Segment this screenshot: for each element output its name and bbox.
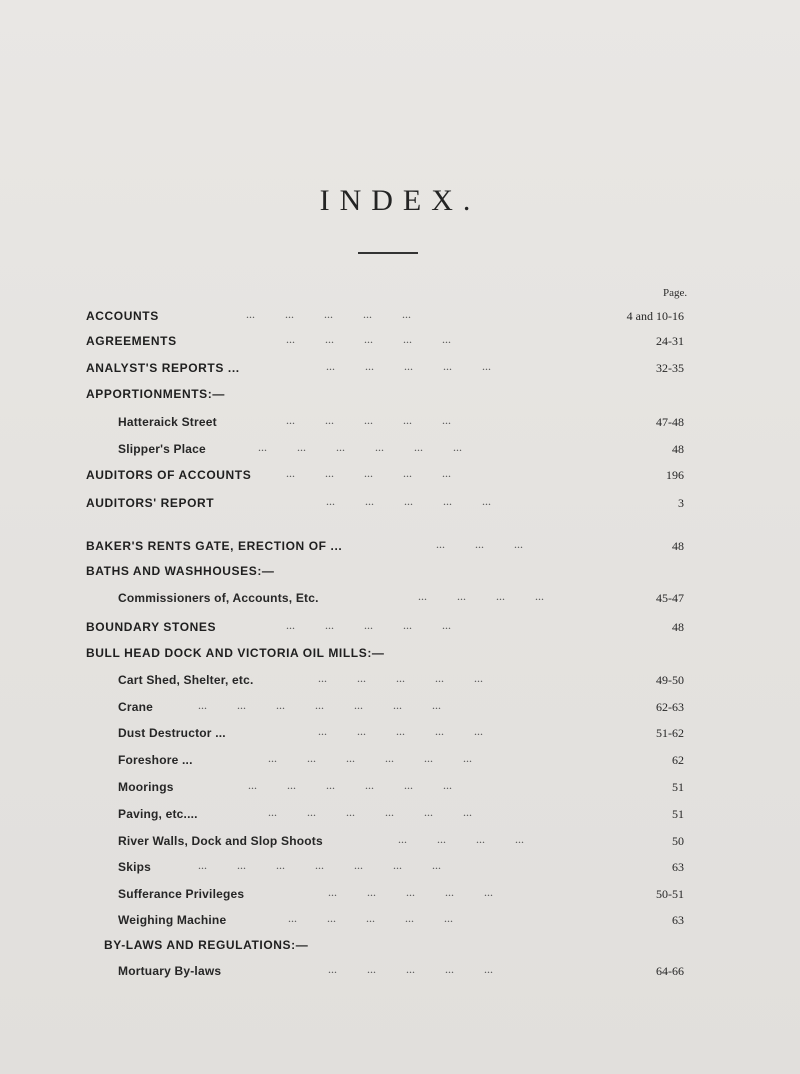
entry-page: 63 (672, 860, 684, 874)
entry-label: Mortuary By-laws (118, 964, 222, 978)
entry-label: BAKER'S RENTS GATE, ERECTION OF ... (86, 539, 343, 553)
entry-page: 63 (672, 913, 684, 927)
dot-leader: ... ... ... ... ... (286, 466, 451, 480)
index-entry-agreements (86, 331, 684, 351)
entry-page: 62 (672, 753, 684, 767)
entry-label: ACCOUNTS (86, 309, 159, 323)
entry-label: Commissioners of, Accounts, Etc. (118, 591, 319, 605)
entry-label: Crane (118, 700, 154, 714)
index-entry-mortuary-by-laws (118, 961, 684, 981)
index-entry-commissioners (118, 588, 684, 608)
entry-page: 48 (672, 442, 684, 456)
index-entry-sufferance-privileges (118, 884, 684, 904)
dot-leader: ... ... ... ... ... (286, 332, 451, 346)
index-entry-slippers-place (118, 439, 684, 459)
entry-label: Paving, etc.... (118, 807, 198, 821)
index-entry-by-laws (104, 935, 684, 955)
dot-leader: ... ... ... (436, 537, 523, 551)
entry-page: 3 (678, 496, 684, 510)
entry-page: 49-50 (656, 673, 684, 687)
entry-page: 24-31 (656, 334, 684, 348)
index-entry-dust-destructor (118, 723, 684, 743)
dot-leader: ... ... ... ... ... (246, 307, 411, 321)
entry-label: AGREEMENTS (86, 334, 177, 348)
dot-leader: ... ... ... ... ... ... (248, 778, 452, 792)
entry-label: Moorings (118, 780, 174, 794)
entry-label: Weighing Machine (118, 913, 227, 927)
index-entry-bull-head-dock (86, 643, 684, 663)
dot-leader: ... ... ... ... ... ... ... (198, 698, 441, 712)
entry-page: 47-48 (656, 415, 684, 429)
entry-label: AUDITORS OF ACCOUNTS (86, 468, 252, 482)
entry-label: BULL HEAD DOCK AND VICTORIA OIL MILLS:— (86, 646, 385, 660)
entry-page: 50-51 (656, 887, 684, 901)
index-entry-foreshore (118, 750, 684, 770)
entry-label: Cart Shed, Shelter, etc. (118, 673, 254, 687)
entry-page: 48 (672, 539, 684, 553)
entry-label: BOUNDARY STONES (86, 620, 217, 634)
page-title: INDEX. (319, 184, 481, 217)
dot-leader: ... ... ... ... ... ... (268, 751, 472, 765)
dot-leader: ... ... ... ... ... (286, 413, 451, 427)
dot-leader: ... ... ... ... ... (318, 724, 483, 738)
title-rule (358, 252, 418, 254)
dot-leader: ... ... ... ... ... (288, 911, 453, 925)
index-entry-auditors-of-accounts (86, 465, 684, 485)
dot-leader: ... ... ... ... ... ... ... (198, 858, 441, 872)
index-entry-cart-shed (118, 670, 684, 690)
entry-page: 32-35 (656, 361, 684, 375)
dot-leader: ... ... ... ... (418, 589, 544, 603)
entry-label: Foreshore ... (118, 753, 193, 767)
index-entry-baths-and-washhouses (86, 561, 684, 581)
entry-label: AUDITORS' REPORT (86, 496, 215, 510)
dot-leader: ... ... ... ... ... (326, 359, 491, 373)
index-entry-river-walls (118, 831, 684, 851)
dot-leader: ... ... ... ... ... ... (258, 440, 462, 454)
index-entry-weighing-machine (118, 910, 684, 930)
dot-leader: ... ... ... ... ... (326, 494, 491, 508)
entry-page: 48 (672, 620, 684, 634)
entry-label: River Walls, Dock and Slop Shoots (118, 834, 323, 848)
entry-label: Hatteraick Street (118, 415, 217, 429)
dot-leader: ... ... ... ... ... (318, 671, 483, 685)
dot-leader: ... ... ... ... ... (328, 962, 493, 976)
index-entry-accounts (86, 306, 684, 326)
entry-label: Slipper's Place (118, 442, 206, 456)
dot-leader: ... ... ... ... (398, 832, 524, 846)
entry-page: 62-63 (656, 700, 684, 714)
index-entry-hatteraick-street (118, 412, 684, 432)
page-column-label: Page. (663, 287, 688, 299)
entry-label: Dust Destructor ... (118, 726, 226, 740)
index-entry-crane (118, 697, 684, 717)
index-entry-moorings (118, 777, 684, 797)
entry-label: ANALYST'S REPORTS ... (86, 361, 240, 375)
entry-label: APPORTIONMENTS:— (86, 387, 225, 401)
entry-page: 50 (672, 834, 684, 848)
entry-label: Sufferance Privileges (118, 887, 245, 901)
entry-label: BY-LAWS AND REGULATIONS:— (104, 938, 309, 952)
dot-leader: ... ... ... ... ... (286, 618, 451, 632)
index-entry-skips (118, 857, 684, 877)
index-entry-auditors-report (86, 493, 684, 513)
index-entry-analysts-reports (86, 358, 684, 378)
entry-page: 196 (666, 468, 684, 482)
entry-page: 64-66 (656, 964, 684, 978)
entry-page: 4 and 10-16 (626, 309, 684, 323)
index-entry-boundary-stones (86, 617, 684, 637)
index-entry-bakers-rents-gate (86, 536, 684, 556)
entry-page: 51 (672, 807, 684, 821)
entry-page: 51 (672, 780, 684, 794)
dot-leader: ... ... ... ... ... (328, 885, 493, 899)
entry-label: BATHS AND WASHHOUSES:— (86, 564, 275, 578)
entry-page: 45-47 (656, 591, 684, 605)
index-entry-paving (118, 804, 684, 824)
dot-leader: ... ... ... ... ... ... (268, 805, 472, 819)
entry-label: Skips (118, 860, 152, 874)
index-entry-apportionments (86, 384, 684, 404)
entry-page: 51-62 (656, 726, 684, 740)
